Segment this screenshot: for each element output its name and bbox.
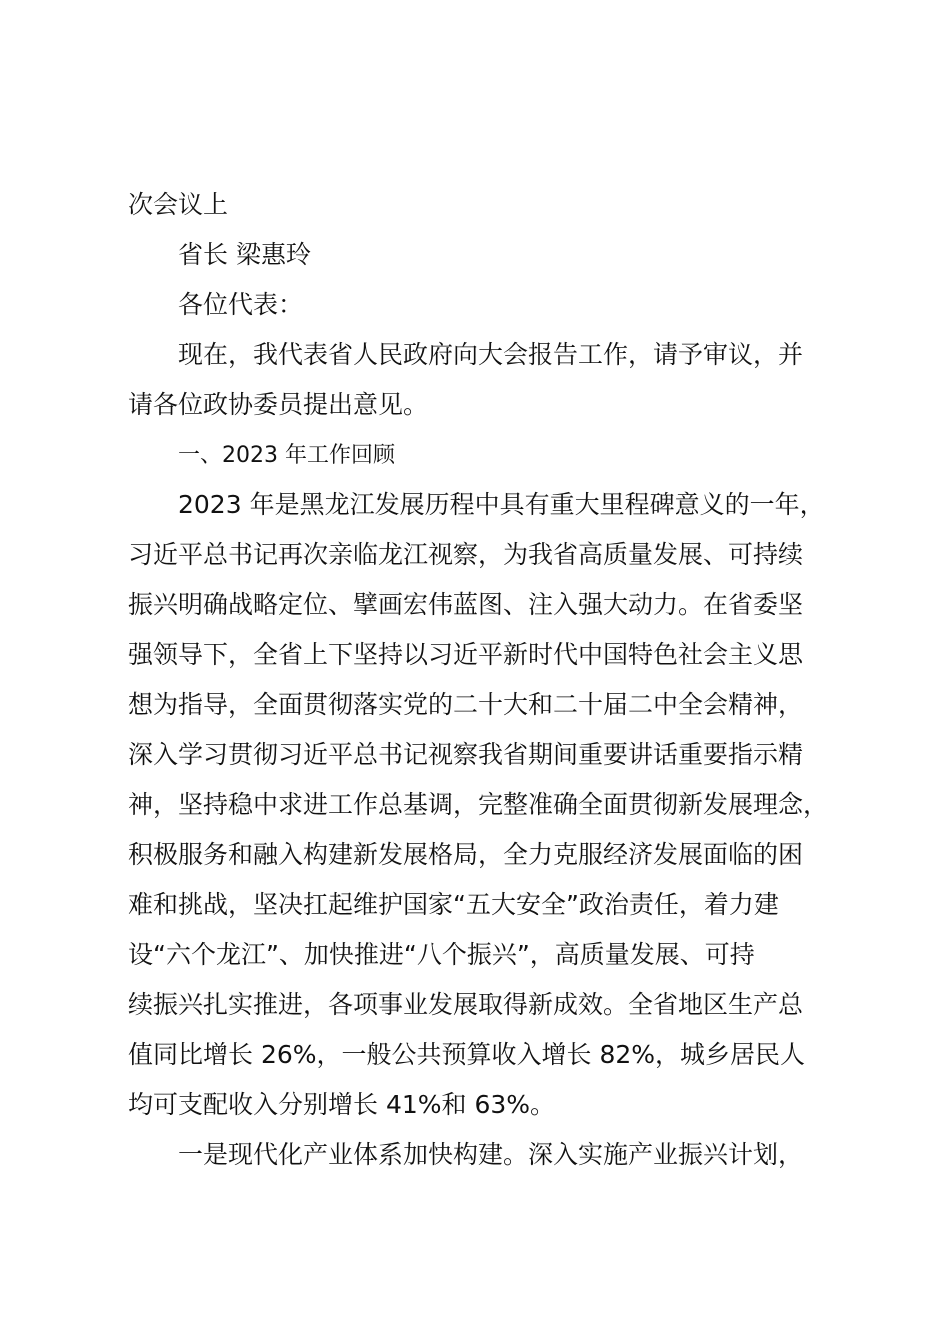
review-line-7: 神，坚持稳中求进工作总基调，完整准确全面贯彻新发展理念， [128,790,829,819]
review-line-12: 值同比增长 26%，一般公共预算收入增长 82%，城乡居民人 [128,1040,806,1069]
review-line-9: 难和挑战，坚决扛起维护国家“五大安全”政治责任，着力建 [128,890,779,919]
review-line-3: 振兴明确战略定位、擘画宏伟蓝图、注入强大动力。在省委坚 [128,590,804,619]
intro-line-1: 现在，我代表省人民政府向大会报告工作，请予审议，并 [178,340,804,369]
review-line-10: 设“六个龙江”、加快推进“八个振兴”，高质量发展、可持 [128,940,755,969]
review-line-8: 积极服务和融入构建新发展格局，全力克服经济发展面临的困 [128,840,804,869]
section-title: 一、2023 年工作回顾 [178,443,395,468]
speaker-line: 省长 梁惠玲 [178,240,311,269]
review-line-5: 想为指导，全面贯彻落实党的二十大和二十届二中全会精神， [128,690,804,719]
intro-line-2: 请各位政协委员提出意见。 [128,390,429,419]
review-line-4: 强领导下，全省上下坚持以习近平新时代中国特色社会主义思 [128,640,804,669]
review-line-6: 深入学习贯彻习近平总书记视察我省期间重要讲话重要指示精 [128,740,804,769]
industry-line: 一是现代化产业体系加快构建。深入实施产业振兴计划， [178,1140,804,1169]
salutation: 各位代表： [178,290,304,319]
review-line-13: 均可支配收入分别增长 41%和 63%。 [128,1090,556,1119]
review-line-11: 续振兴扎实推进，各项事业发展取得新成效。全省地区生产总 [128,990,804,1019]
review-line-2: 习近平总书记再次亲临龙江视察，为我省高质量发展、可持续 [128,540,804,569]
review-line-1: 2023 年是黑龙江发展历程中具有重大里程碑意义的一年， [178,490,825,519]
heading-tail: 次会议上 [128,190,229,219]
